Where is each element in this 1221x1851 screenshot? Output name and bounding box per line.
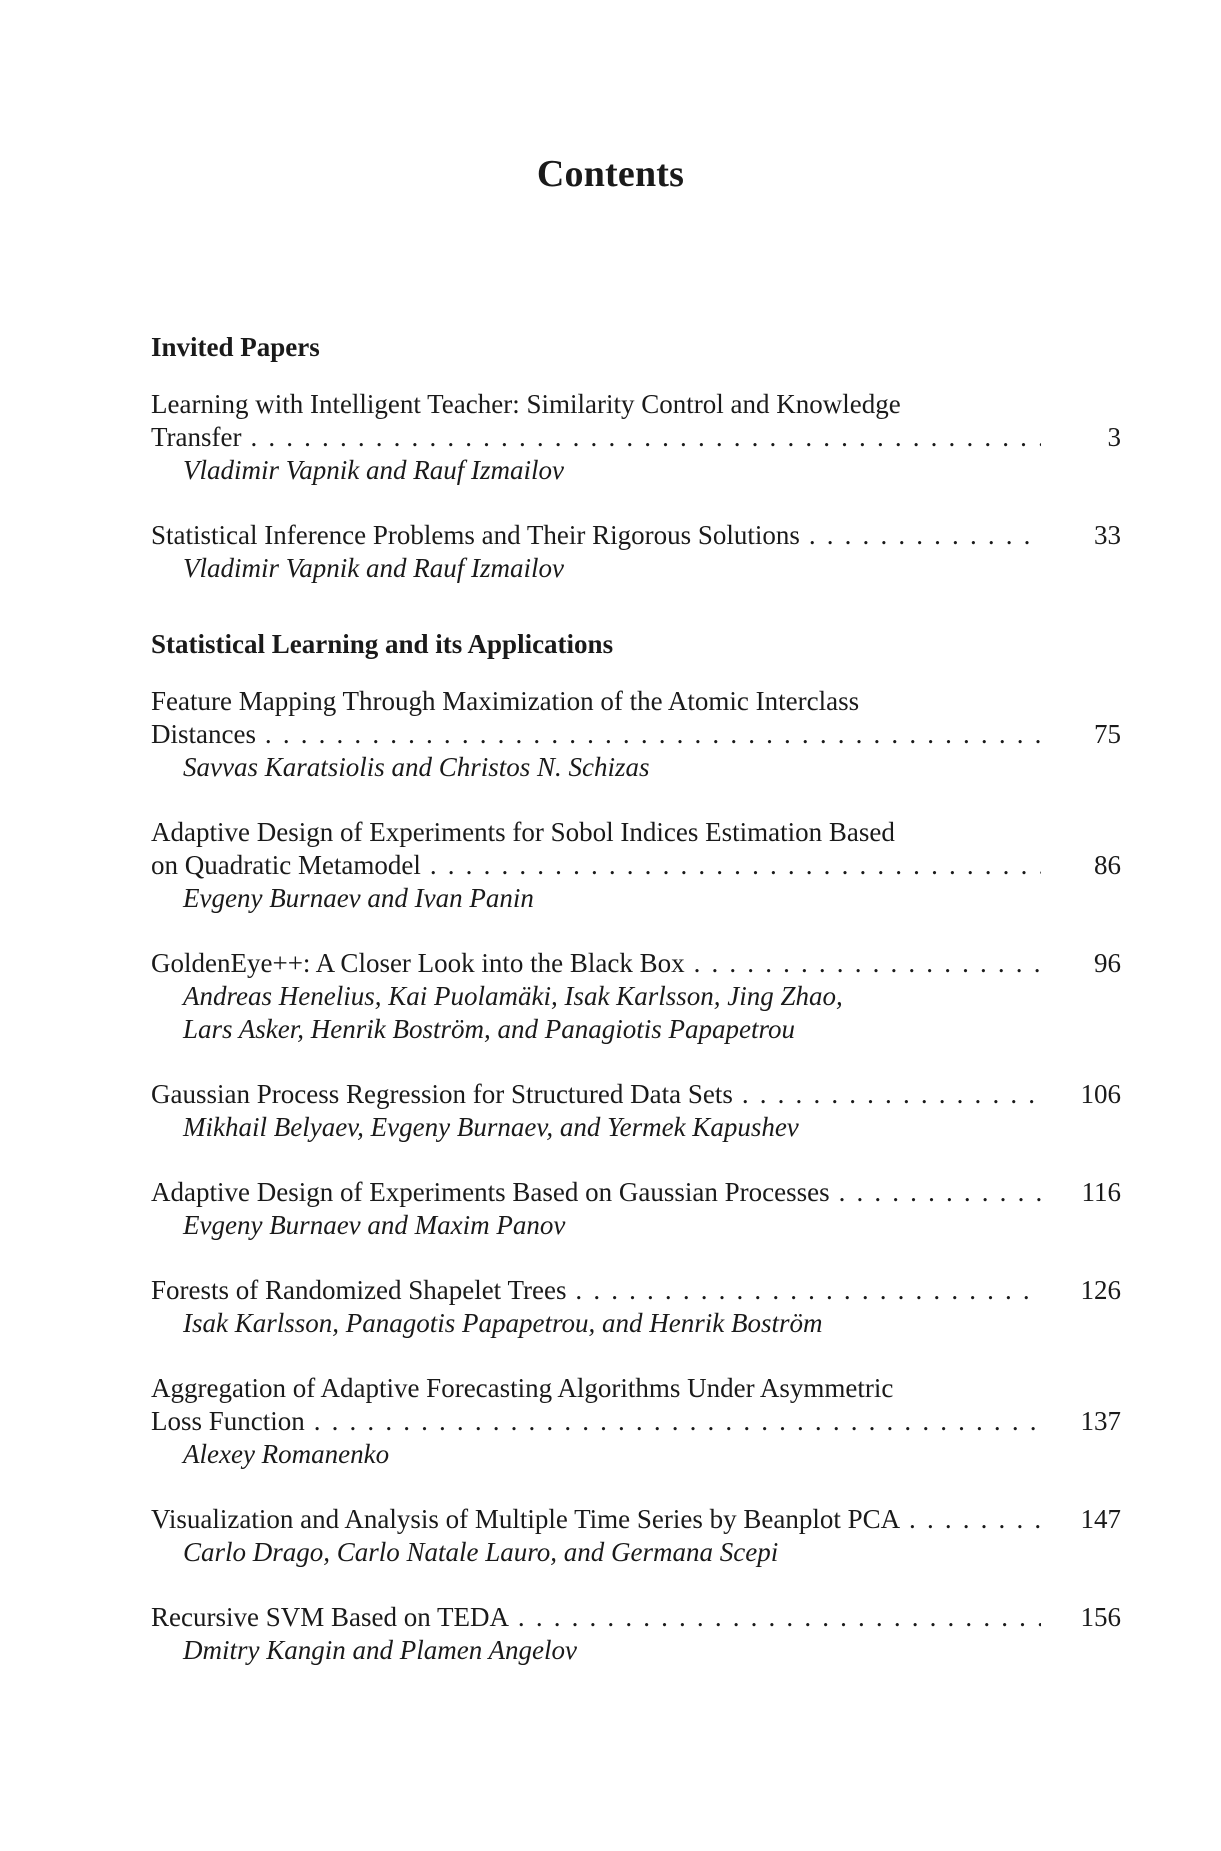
entry-title-row: [151, 1274, 1121, 1307]
toc-entry[interactable]: [151, 1503, 1121, 1569]
dot-leader: [509, 1602, 1041, 1632]
page-number: 137: [1071, 1405, 1122, 1438]
dot-leader: [421, 850, 1041, 880]
dot-leader: [685, 948, 1041, 978]
toc-entry[interactable]: [151, 1078, 1121, 1144]
entry-leader: [151, 1601, 1041, 1634]
page-number: 75: [1084, 718, 1121, 751]
page-number: 156: [1071, 1601, 1122, 1634]
entry-title-row: [151, 718, 1121, 751]
entry-title-line: Adaptive Design of Experiments for Sobol Indices Estimation Based: [151, 817, 895, 847]
entry-title-text: Recursive SVM Based on TEDA: [151, 1602, 509, 1632]
entry-leader: [151, 1176, 1041, 1209]
page-number: 106: [1071, 1078, 1122, 1111]
entry-authors: Isak Karlsson, Panagotis Papapetrou, and Henrik Boström: [183, 1308, 823, 1338]
entry-authors: Vladimir Vapnik and Rauf Izmailov: [183, 553, 564, 583]
entry-title-row: [151, 947, 1121, 980]
toc-entry[interactable]: [151, 1601, 1121, 1667]
entry-authors: Carlo Drago, Carlo Natale Lauro, and Germana Scepi: [183, 1537, 779, 1567]
entry-title-text: Visualization and Analysis of Multiple Time Series by Beanplot PCA: [151, 1504, 901, 1534]
entry-leader: [151, 849, 1041, 882]
page-number: 126: [1071, 1274, 1122, 1307]
table-of-contents: [151, 330, 1121, 1699]
entry-title-row: [151, 519, 1121, 552]
entry-title-row: [151, 1078, 1121, 1111]
page-number: 116: [1072, 1176, 1122, 1209]
entry-title-text: GoldenEye++: A Closer Look into the Black Box: [151, 948, 685, 978]
page-number: 147: [1071, 1503, 1122, 1536]
toc-entry[interactable]: [151, 1176, 1121, 1242]
entry-authors: Mikhail Belyaev, Evgeny Burnaev, and Yermek Kapushev: [183, 1112, 799, 1142]
entry-title-row: [151, 421, 1121, 454]
entry-authors: Savvas Karatsiolis and Christos N. Schizas: [183, 752, 650, 782]
entry-title-row: [151, 1176, 1121, 1209]
page-number: 96: [1084, 947, 1121, 980]
entry-leader: [151, 1405, 1041, 1438]
toc-entry[interactable]: [151, 1274, 1121, 1340]
toc-entry[interactable]: [151, 388, 1121, 487]
entry-title-text: Forests of Randomized Shapelet Trees: [151, 1275, 567, 1305]
entry-leader: [151, 421, 1041, 454]
entry-title-text: Adaptive Design of Experiments Based on Gaussian Processes: [151, 1177, 830, 1207]
entry-title-row: [151, 1503, 1121, 1536]
dot-leader: [800, 520, 1041, 550]
entry-title-row: [151, 849, 1121, 882]
entry-leader: [151, 718, 1041, 751]
dot-leader: [733, 1079, 1041, 1109]
entry-title-line: Learning with Intelligent Teacher: Similarity Control and Knowledge: [151, 389, 901, 419]
entry-authors: Evgeny Burnaev and Ivan Panin: [183, 883, 534, 913]
toc-entry[interactable]: [151, 816, 1121, 915]
page-number: 33: [1084, 519, 1121, 552]
entry-authors: Evgeny Burnaev and Maxim Panov: [183, 1210, 566, 1240]
dot-leader: [566, 1275, 1041, 1305]
page-number: 86: [1084, 849, 1121, 882]
entry-title-text: Gaussian Process Regression for Structured Data Sets: [151, 1079, 733, 1109]
dot-leader: [305, 1406, 1041, 1436]
entry-title-text: Distances: [151, 719, 256, 749]
dot-leader: [830, 1177, 1041, 1207]
entry-authors: Dmitry Kangin and Plamen Angelov: [183, 1635, 577, 1665]
dot-leader: [242, 422, 1042, 452]
page-title: Contents: [536, 153, 685, 195]
entry-leader: [151, 947, 1041, 980]
toc-entry[interactable]: [151, 519, 1121, 585]
entry-title-text: Statistical Inference Problems and Their Rigorous Solutions: [151, 520, 800, 550]
entry-authors: Andreas Henelius, Kai Puolamäki, Isak Karlsson, Jing Zhao,: [183, 981, 843, 1011]
toc-entry[interactable]: [151, 685, 1121, 784]
entry-leader: [151, 1078, 1041, 1111]
entry-title-line: Feature Mapping Through Maximization of the Atomic Interclass: [151, 686, 860, 716]
section-heading: Statistical Learning and its Applications: [151, 629, 614, 659]
entry-leader: [151, 1274, 1041, 1307]
entry-leader: [151, 1503, 1041, 1536]
toc-entry[interactable]: [151, 1372, 1121, 1471]
toc-entry[interactable]: [151, 947, 1121, 1046]
entry-leader: [151, 519, 1041, 552]
entry-authors: Alexey Romanenko: [183, 1439, 390, 1469]
dot-leader: [900, 1504, 1041, 1534]
section-heading: Invited Papers: [151, 332, 320, 362]
entry-authors: Lars Asker, Henrik Boström, and Panagiotis Papapetrou: [183, 1014, 795, 1044]
entry-title-text: Transfer: [151, 422, 242, 452]
entry-title-row: [151, 1405, 1121, 1438]
entry-title-text: on Quadratic Metamodel: [151, 850, 421, 880]
page-number: 3: [1098, 421, 1122, 454]
entry-title-text: Loss Function: [151, 1406, 305, 1436]
entry-authors: Vladimir Vapnik and Rauf Izmailov: [183, 455, 564, 485]
dot-leader: [256, 719, 1041, 749]
entry-title-line: Aggregation of Adaptive Forecasting Algorithms Under Asymmetric: [151, 1373, 894, 1403]
entry-title-row: [151, 1601, 1121, 1634]
